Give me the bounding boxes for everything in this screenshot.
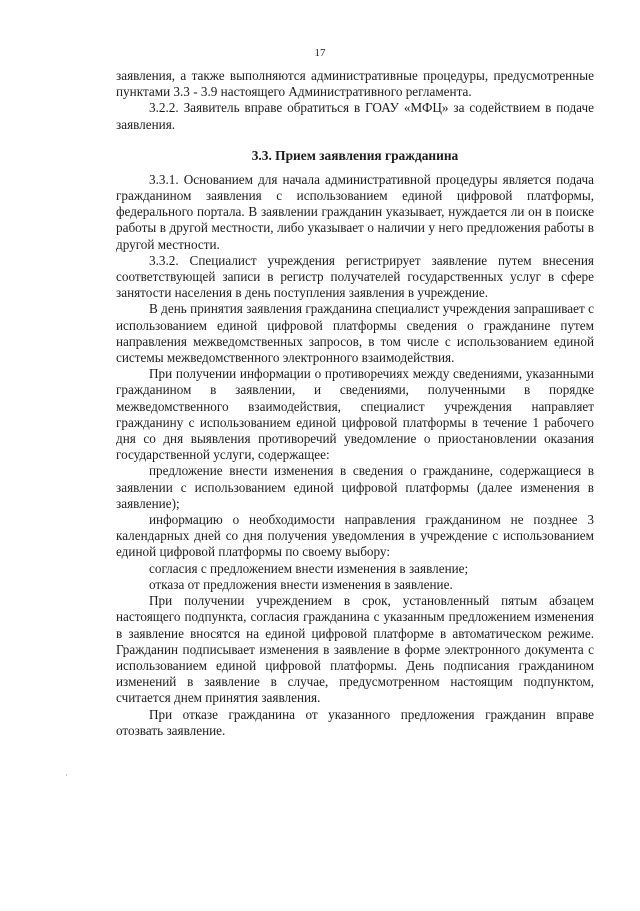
paragraph-day-of-acceptance: В день принятия заявления гражданина специалист учреждения запрашивает с использованием единой цифровой платформы сведения о гражданине путем направления межведомственных запросов, в том числе с использованием единой системы межведомственного электронного взаимодействия. — [116, 301, 594, 366]
page-number: 17 — [314, 47, 326, 59]
paragraph-withdrawal: При отказе гражданина от указанного предложения гражданин вправе отозвать заявление. — [116, 706, 594, 738]
document-body — [116, 68, 594, 739]
paragraph-3-2-2: 3.2.2. Заявитель вправе обратиться в ГОАУ «МФЦ» за содействием в подаче заявления. — [116, 100, 594, 132]
section-heading: 3.3. Прием заявления гражданина — [251, 147, 459, 163]
paragraph-continuation: заявления, а также выполняются административные процедуры, предусмотренные пунктами 3.3 - 3.9 настоящего Административного регламента. — [116, 68, 594, 100]
paragraph-3-3-1: 3.3.1. Основанием для начала административной процедуры является подача гражданином заявления с использованием единой цифровой платформы, федерального портала. В заявлении гражданин указывает, нуждается ли он в поиске работы в другой местности, либо указывает о наличии у него предложения работы в другой местности. — [116, 171, 594, 252]
paragraph-information: информацию о необходимости направления гражданином не позднее 3 календарных дней со дня получения уведомления в учреждение с использованием единой цифровой платформы по своему выбору: — [116, 512, 594, 560]
paragraph-refusal: отказа от предложения внести изменения в заявление. — [149, 576, 453, 592]
scan-mark: · — [65, 770, 68, 780]
paragraph-proposal: предложение внести изменения в сведения о гражданине, содержащиеся в заявлении с использованием единой цифровой платформы (далее изменения в заявление); — [116, 463, 594, 511]
paragraph-contradictions: При получении информации о противоречиях между сведениями, указанными гражданином в заявлении, и сведениями, полученными в порядке межведомственного взаимодействия, специалист учреждения направляет гражданину с использованием единой цифровой платформы в течение 1 рабочего дня со дня выявления противоречий уведомление о приостановлении оказания государственной услуги, содержащее: — [116, 366, 594, 463]
spacer — [116, 133, 594, 143]
paragraph-3-3-2: 3.3.2. Специалист учреждения регистрирует заявление путем внесения соответствующей записи в регистр получателей государственных услуг в сфере занятости населения в день поступления заявления в учреждение. — [116, 252, 594, 301]
paragraph-consent: согласия с предложением внести изменения в заявление; — [149, 560, 469, 576]
paragraph-receipt: При получении учреждением в срок, установленный пятым абзацем настоящего подпункта, согласия гражданина с указанным предложением изменения в заявление вносятся на единой цифровой платформе в автоматическом режиме. Гражданин подписывает изменения в заявление в форме электронного документа с использованием единой цифровой платформы. День подписания гражданином изменений в заявление в случае, предусмотренном настоящим подпунктом, считается днем принятия заявления. — [116, 593, 594, 706]
